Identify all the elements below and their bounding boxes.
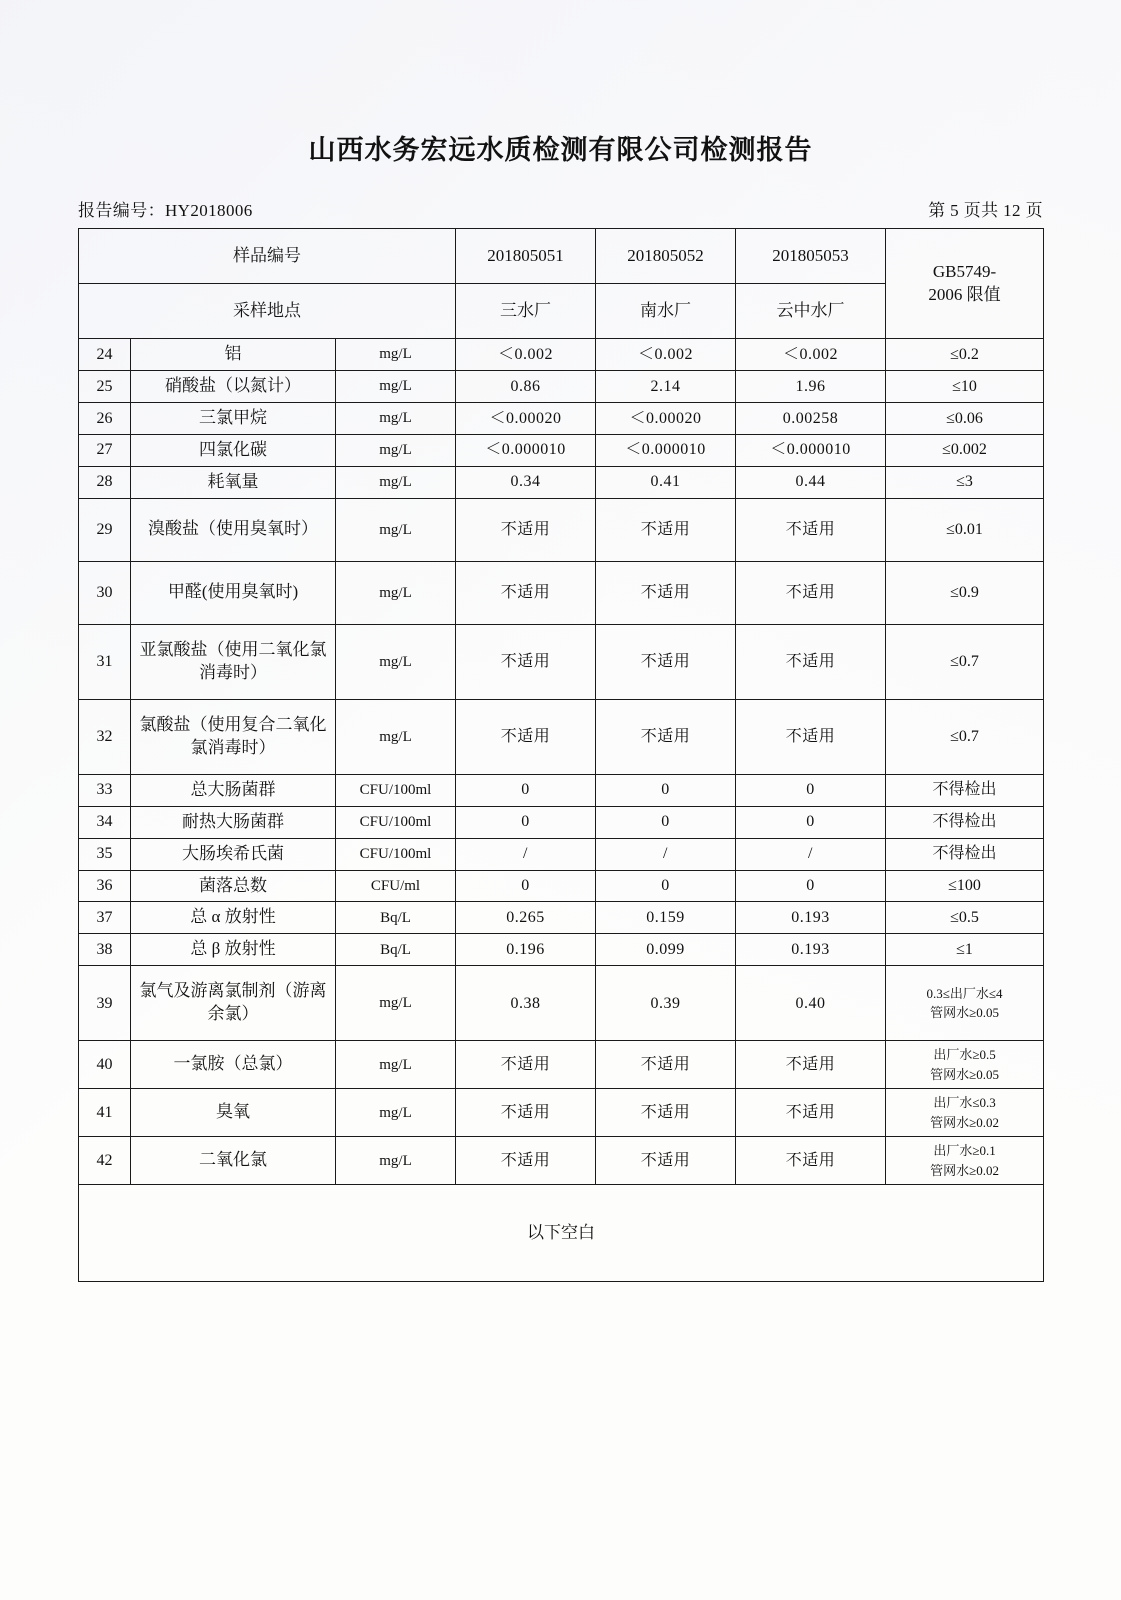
cell-v2: / bbox=[596, 838, 736, 870]
cell-v2: 0 bbox=[596, 870, 736, 902]
cell-v3: 不适用 bbox=[736, 624, 886, 699]
cell-v1: 不适用 bbox=[456, 699, 596, 774]
cell-v2: 不适用 bbox=[596, 1041, 736, 1089]
cell-limit: ≤0.01 bbox=[886, 498, 1044, 561]
table-row bbox=[79, 1137, 1044, 1185]
table-row bbox=[79, 339, 1044, 371]
cell-v1: 0 bbox=[456, 870, 596, 902]
footer-note: 以下空白 bbox=[79, 1185, 1044, 1282]
cell-no: 33 bbox=[79, 774, 131, 806]
cell-limit: 出厂水≥0.1 管网水≥0.02 bbox=[886, 1137, 1044, 1185]
sample-no-2: 201805052 bbox=[596, 229, 736, 284]
cell-item: 三氯甲烷 bbox=[131, 402, 336, 434]
table-row bbox=[79, 498, 1044, 561]
cell-unit: mg/L bbox=[336, 434, 456, 466]
cell-limit: ≤1 bbox=[886, 934, 1044, 966]
cell-unit: Bq/L bbox=[336, 934, 456, 966]
table-row bbox=[79, 699, 1044, 774]
cell-item: 氯酸盐（使用复合二氧化氯消毒时） bbox=[131, 699, 336, 774]
cell-v1: ＜0.00020 bbox=[456, 402, 596, 434]
cell-limit: ≤0.7 bbox=[886, 624, 1044, 699]
cell-v2: 0.39 bbox=[596, 966, 736, 1041]
cell-item: 四氯化碳 bbox=[131, 434, 336, 466]
table-row bbox=[79, 370, 1044, 402]
cell-v3: 0.40 bbox=[736, 966, 886, 1041]
table-row bbox=[79, 774, 1044, 806]
cell-unit: Bq/L bbox=[336, 902, 456, 934]
cell-limit: 不得检出 bbox=[886, 806, 1044, 838]
table-row bbox=[79, 870, 1044, 902]
cell-item: 总 α 放射性 bbox=[131, 902, 336, 934]
cell-v3: 0 bbox=[736, 774, 886, 806]
cell-v2: ＜0.000010 bbox=[596, 434, 736, 466]
cell-v3: 0.193 bbox=[736, 934, 886, 966]
table-footer-blank-row bbox=[79, 1185, 1044, 1282]
cell-no: 42 bbox=[79, 1137, 131, 1185]
cell-v2: 不适用 bbox=[596, 624, 736, 699]
cell-v2: 不适用 bbox=[596, 1089, 736, 1137]
cell-v1: 不适用 bbox=[456, 1041, 596, 1089]
cell-no: 39 bbox=[79, 966, 131, 1041]
limit-header-line2: 2006 限值 bbox=[928, 284, 1001, 304]
cell-v3: 不适用 bbox=[736, 699, 886, 774]
cell-limit: 0.3≤出厂水≤4 管网水≥0.05 bbox=[886, 966, 1044, 1041]
cell-v1: 0.34 bbox=[456, 466, 596, 498]
cell-v3: 0.193 bbox=[736, 902, 886, 934]
sample-site-1: 三水厂 bbox=[456, 284, 596, 339]
cell-limit: 不得检出 bbox=[886, 838, 1044, 870]
cell-limit: 出厂水≤0.3 管网水≥0.02 bbox=[886, 1089, 1044, 1137]
cell-no: 30 bbox=[79, 561, 131, 624]
cell-unit: CFU/100ml bbox=[336, 774, 456, 806]
cell-v2: 不适用 bbox=[596, 1137, 736, 1185]
cell-no: 37 bbox=[79, 902, 131, 934]
cell-no: 26 bbox=[79, 402, 131, 434]
cell-item: 菌落总数 bbox=[131, 870, 336, 902]
table-row bbox=[79, 806, 1044, 838]
cell-item: 大肠埃希氏菌 bbox=[131, 838, 336, 870]
cell-v3: 0 bbox=[736, 870, 886, 902]
cell-limit: ≤0.002 bbox=[886, 434, 1044, 466]
cell-v3: ＜0.000010 bbox=[736, 434, 886, 466]
cell-item: 一氯胺（总氯） bbox=[131, 1041, 336, 1089]
cell-unit: CFU/ml bbox=[336, 870, 456, 902]
water-quality-table bbox=[78, 228, 1044, 1282]
cell-no: 38 bbox=[79, 934, 131, 966]
cell-no: 24 bbox=[79, 339, 131, 371]
cell-v3: 0 bbox=[736, 806, 886, 838]
table-row bbox=[79, 624, 1044, 699]
cell-limit: ≤10 bbox=[886, 370, 1044, 402]
table-row bbox=[79, 1089, 1044, 1137]
cell-unit: mg/L bbox=[336, 966, 456, 1041]
sample-site-3: 云中水厂 bbox=[736, 284, 886, 339]
table-row bbox=[79, 561, 1044, 624]
cell-limit: ≤0.9 bbox=[886, 561, 1044, 624]
cell-unit: mg/L bbox=[336, 1041, 456, 1089]
cell-unit: mg/L bbox=[336, 1089, 456, 1137]
cell-unit: mg/L bbox=[336, 1137, 456, 1185]
sample-site-2: 南水厂 bbox=[596, 284, 736, 339]
table-row bbox=[79, 434, 1044, 466]
sample-site-label: 采样地点 bbox=[79, 284, 456, 339]
cell-v1: ＜0.002 bbox=[456, 339, 596, 371]
cell-limit: 出厂水≥0.5 管网水≥0.05 bbox=[886, 1041, 1044, 1089]
cell-v2: 不适用 bbox=[596, 561, 736, 624]
cell-no: 29 bbox=[79, 498, 131, 561]
cell-item: 甲醛(使用臭氧时) bbox=[131, 561, 336, 624]
cell-v1: 0 bbox=[456, 806, 596, 838]
cell-unit: CFU/100ml bbox=[336, 838, 456, 870]
cell-item: 硝酸盐（以氮计） bbox=[131, 370, 336, 402]
cell-unit: mg/L bbox=[336, 624, 456, 699]
cell-v1: 不适用 bbox=[456, 498, 596, 561]
cell-limit: ≤0.06 bbox=[886, 402, 1044, 434]
table-row bbox=[79, 402, 1044, 434]
cell-v3: 不适用 bbox=[736, 1137, 886, 1185]
cell-item: 臭氧 bbox=[131, 1089, 336, 1137]
cell-item: 二氧化氯 bbox=[131, 1137, 336, 1185]
page-number: 第 5 页共 12 页 bbox=[928, 201, 1043, 220]
cell-v1: 不适用 bbox=[456, 1089, 596, 1137]
cell-v3: 不适用 bbox=[736, 561, 886, 624]
cell-v1: 0.265 bbox=[456, 902, 596, 934]
cell-v1: 0.38 bbox=[456, 966, 596, 1041]
table-row bbox=[79, 966, 1044, 1041]
cell-item: 氯气及游离氯制剂（游离余氯） bbox=[131, 966, 336, 1041]
cell-limit: ≤0.7 bbox=[886, 699, 1044, 774]
cell-limit: ≤0.2 bbox=[886, 339, 1044, 371]
cell-v1: 不适用 bbox=[456, 561, 596, 624]
cell-unit: mg/L bbox=[336, 370, 456, 402]
cell-v1: 不适用 bbox=[456, 1137, 596, 1185]
cell-no: 25 bbox=[79, 370, 131, 402]
report-number: 报告编号：HY2018006 bbox=[78, 201, 253, 220]
cell-v2: ＜0.002 bbox=[596, 339, 736, 371]
sample-no-1: 201805051 bbox=[456, 229, 596, 284]
cell-no: 41 bbox=[79, 1089, 131, 1137]
sample-no-label: 样品编号 bbox=[79, 229, 456, 284]
cell-v2: 0 bbox=[596, 806, 736, 838]
cell-v1: / bbox=[456, 838, 596, 870]
cell-v1: 0.196 bbox=[456, 934, 596, 966]
cell-no: 35 bbox=[79, 838, 131, 870]
cell-unit: mg/L bbox=[336, 498, 456, 561]
cell-no: 40 bbox=[79, 1041, 131, 1089]
cell-v1: 0 bbox=[456, 774, 596, 806]
table-row bbox=[79, 1041, 1044, 1089]
cell-v3: ＜0.002 bbox=[736, 339, 886, 371]
cell-limit: ≤3 bbox=[886, 466, 1044, 498]
cell-item: 溴酸盐（使用臭氧时） bbox=[131, 498, 336, 561]
cell-v3: 不适用 bbox=[736, 498, 886, 561]
sample-no-3: 201805053 bbox=[736, 229, 886, 284]
limit-column-header bbox=[886, 229, 1044, 339]
cell-no: 36 bbox=[79, 870, 131, 902]
cell-limit: 不得检出 bbox=[886, 774, 1044, 806]
table-row bbox=[79, 934, 1044, 966]
cell-v2: 0.099 bbox=[596, 934, 736, 966]
cell-v3: 0.00258 bbox=[736, 402, 886, 434]
cell-limit: ≤0.5 bbox=[886, 902, 1044, 934]
cell-no: 27 bbox=[79, 434, 131, 466]
cell-unit: mg/L bbox=[336, 339, 456, 371]
cell-v3: 1.96 bbox=[736, 370, 886, 402]
cell-item: 总大肠菌群 bbox=[131, 774, 336, 806]
cell-v1: ＜0.000010 bbox=[456, 434, 596, 466]
cell-v3: 0.44 bbox=[736, 466, 886, 498]
limit-header-line1: GB5749- bbox=[932, 261, 997, 281]
table-header-sample-no bbox=[79, 229, 1044, 284]
cell-v3: 不适用 bbox=[736, 1041, 886, 1089]
cell-v1: 0.86 bbox=[456, 370, 596, 402]
cell-no: 34 bbox=[79, 806, 131, 838]
cell-unit: mg/L bbox=[336, 699, 456, 774]
table-row bbox=[79, 902, 1044, 934]
cell-no: 28 bbox=[79, 466, 131, 498]
cell-unit: mg/L bbox=[336, 402, 456, 434]
cell-unit: CFU/100ml bbox=[336, 806, 456, 838]
cell-unit: mg/L bbox=[336, 561, 456, 624]
cell-v3: 不适用 bbox=[736, 1089, 886, 1137]
cell-item: 总 β 放射性 bbox=[131, 934, 336, 966]
cell-v1: 不适用 bbox=[456, 624, 596, 699]
cell-v2: ＜0.00020 bbox=[596, 402, 736, 434]
cell-v2: 0.41 bbox=[596, 466, 736, 498]
page-title: 山西水务宏远水质检测有限公司检测报告 bbox=[308, 135, 813, 165]
cell-v2: 不适用 bbox=[596, 498, 736, 561]
cell-no: 32 bbox=[79, 699, 131, 774]
cell-item: 亚氯酸盐（使用二氧化氯消毒时） bbox=[131, 624, 336, 699]
cell-limit: ≤100 bbox=[886, 870, 1044, 902]
cell-item: 铝 bbox=[131, 339, 336, 371]
report-meta bbox=[78, 196, 1043, 221]
cell-unit: mg/L bbox=[336, 466, 456, 498]
cell-v2: 0.159 bbox=[596, 902, 736, 934]
cell-item: 耗氧量 bbox=[131, 466, 336, 498]
cell-v2: 0 bbox=[596, 774, 736, 806]
cell-v3: / bbox=[736, 838, 886, 870]
cell-v2: 不适用 bbox=[596, 699, 736, 774]
table-row bbox=[79, 838, 1044, 870]
cell-v2: 2.14 bbox=[596, 370, 736, 402]
cell-no: 31 bbox=[79, 624, 131, 699]
cell-item: 耐热大肠菌群 bbox=[131, 806, 336, 838]
table-row bbox=[79, 466, 1044, 498]
